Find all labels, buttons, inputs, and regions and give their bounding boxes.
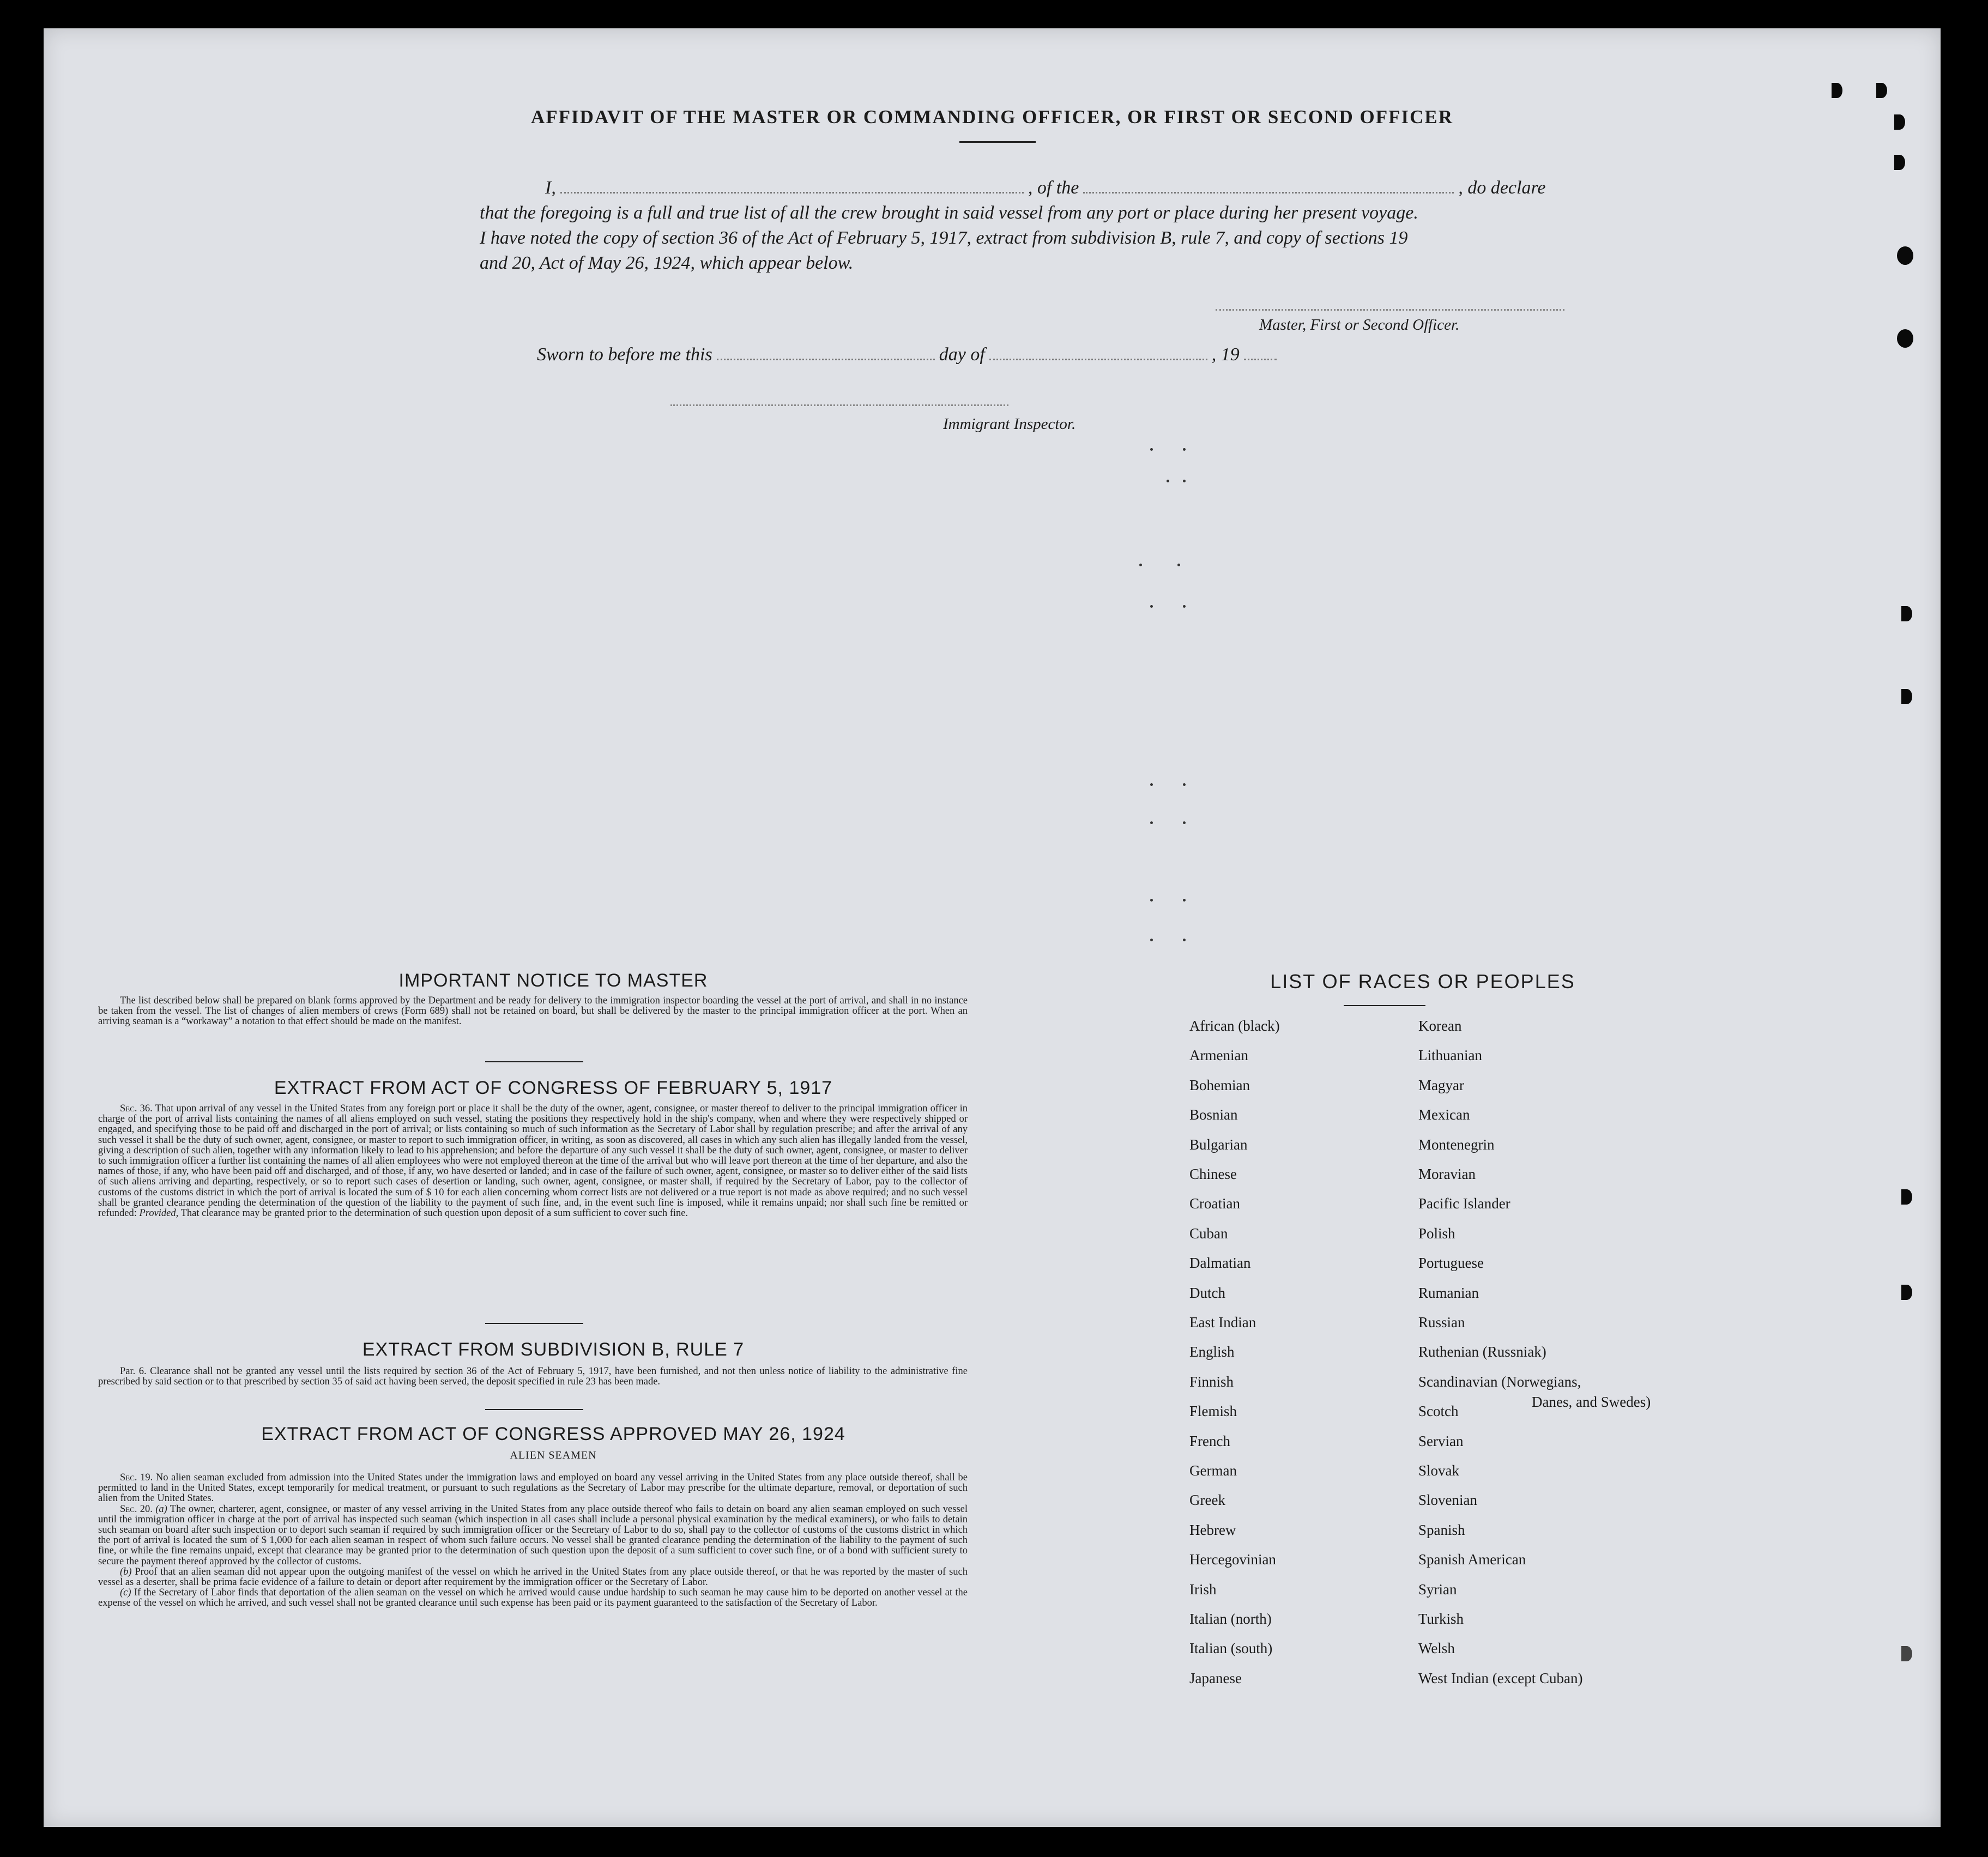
race-item: Bohemian: [1189, 1076, 1250, 1093]
divider: [485, 1409, 583, 1410]
race-item: Lithuanian: [1418, 1047, 1482, 1064]
stray-dot: [1183, 783, 1186, 786]
race-item: Russian: [1418, 1314, 1465, 1330]
stray-dot: [1167, 480, 1169, 482]
race-item: Pacific Islander: [1418, 1195, 1510, 1212]
stray-dot: [1183, 605, 1186, 608]
sworn-month-field[interactable]: [989, 359, 1207, 360]
affidavit-line-3: I have noted the copy of section 36 of the Act of February 5, 1917, extract from subdivision B, rule 7, and copy of sections 19: [480, 228, 1408, 248]
sec-20b-label: (b): [120, 1566, 132, 1577]
stray-dot: [1183, 939, 1186, 941]
sec-20-label: Sec. 20.: [120, 1503, 153, 1515]
race-item: Turkish: [1418, 1611, 1464, 1627]
race-item: Bosnian: [1189, 1106, 1238, 1123]
master-signature-label: Master, First or Second Officer.: [1259, 316, 1460, 334]
sec-36-label: Sec. 36.: [120, 1103, 153, 1114]
stray-dot: [1150, 783, 1153, 786]
rule-7-text-block: [98, 1366, 968, 1387]
day-of-label: day of: [939, 344, 985, 365]
affidavit-line-4: and 20, Act of May 26, 1924, which appear below.: [480, 253, 854, 273]
extract-1924-title: EXTRACT FROM ACT OF CONGRESS APPROVED MAY 26, 1924: [261, 1424, 845, 1444]
notice-text: The list described below shall be prepared on blank forms approved by the Department and be ready for delivery to the immigration inspector boarding the vessel at the port of arrival, and shall in no instance be taken from the vessel. The list of changes of alien members of crews (Form 689) shall not be retained on board, but shall be delivered by the master to the principal immigration officer at the port. When an arriving seaman is a “workaway” a notation to that effect should be made on the manifest.: [98, 995, 968, 1027]
do-declare-label: , do declare: [1458, 178, 1546, 198]
stray-dot: [1150, 448, 1153, 451]
sec-36-text-end: That clearance may be granted prior to the determination of such question upon deposit of a sum sufficient to cover such fine.: [180, 1208, 688, 1219]
race-item: Greek: [1189, 1492, 1225, 1509]
sworn-label: Sworn to before me this: [537, 344, 712, 365]
race-item: French: [1189, 1432, 1230, 1449]
extract-1924-text-block: [98, 1473, 968, 1609]
race-item: Japanese: [1189, 1670, 1242, 1686]
race-item: Croatian: [1189, 1195, 1240, 1212]
race-item: Slovak: [1418, 1462, 1460, 1479]
divider: [485, 1061, 583, 1062]
inspector-label: Immigrant Inspector.: [943, 415, 1076, 433]
race-item: Portuguese: [1418, 1255, 1484, 1272]
binding-mark: [1901, 1285, 1912, 1300]
sec-20b-text: Proof that an alien seaman did not appear upon the outgoing manifest of the vessel on which he arrived in the United States from any place outside thereof, or that he was reported by the master of such vessel as a deserter, shall be prima facie evidence of a failure to detain or deport after requirement by the immigration officer or the Secretary of Labor.: [98, 1566, 968, 1588]
stray-dot: [1183, 480, 1186, 482]
inspector-signature-field[interactable]: [670, 404, 1008, 406]
binding-mark: [1901, 1189, 1912, 1205]
race-item: African (black): [1189, 1018, 1280, 1034]
race-item: English: [1189, 1344, 1235, 1360]
race-item: Hebrew: [1189, 1521, 1236, 1538]
divider: [1344, 1005, 1425, 1006]
rule-7-title: EXTRACT FROM SUBDIVISION B, RULE 7: [362, 1339, 745, 1360]
race-item: Moravian: [1418, 1166, 1476, 1182]
master-signature-field[interactable]: [1216, 309, 1564, 311]
race-item: Armenian: [1189, 1047, 1248, 1064]
sworn-day-field[interactable]: [717, 359, 935, 360]
race-item: Irish: [1189, 1581, 1217, 1598]
stray-dot: [1139, 564, 1142, 566]
stray-dot: [1150, 605, 1153, 608]
declarant-line: [480, 176, 1597, 201]
sec-20c-text: If the Secretary of Labor finds that deportation of the alien seaman on the vessel on which he arrived would cause undue hardship to such seaman he may cause him to be deported on another vessel at the expense of the vessel on which he arrived, and such vessel shall not be granted clearance until such expense has been paid or its payment guaranteed to the satisfaction of the Secretary of Labor.: [98, 1587, 968, 1609]
punch-hole: [1897, 329, 1913, 348]
sec-19-text: No alien seaman excluded from admission into the United States under the immigration laws and employed on board any vessel arriving in the United States from any place outside thereof, shall be permitted to land in the United States, except temporarily for medical treatment, or pursuant to such regulations as the Secretary of Labor may prescribe for the ultimate departure, removal, or deportation of such alien from the United States.: [98, 1472, 968, 1504]
race-item: Hercegovinian: [1189, 1551, 1276, 1568]
binding-mark: [1894, 155, 1905, 170]
notice-title: IMPORTANT NOTICE TO MASTER: [398, 970, 708, 991]
race-item: Italian (south): [1189, 1640, 1273, 1657]
race-item: Scandinavian (Norwegians,: [1418, 1373, 1581, 1390]
stray-dot: [1150, 939, 1153, 941]
race-item: Korean: [1418, 1018, 1462, 1034]
binding-mark: [1901, 606, 1912, 621]
binding-mark: [1832, 83, 1842, 98]
binding-mark: [1876, 83, 1887, 98]
stray-dot: [1183, 821, 1186, 824]
year-prefix: , 19: [1211, 344, 1240, 365]
race-item: Spanish: [1418, 1521, 1465, 1538]
extract-1917-title: EXTRACT FROM ACT OF CONGRESS OF FEBRUARY 5, 1917: [274, 1078, 833, 1098]
divider: [485, 1323, 583, 1324]
race-item: Spanish American: [1418, 1551, 1526, 1568]
race-item: Rumanian: [1418, 1284, 1479, 1301]
binding-mark: [1894, 114, 1905, 130]
race-item: Servian: [1418, 1432, 1464, 1449]
binding-mark: [1901, 689, 1912, 704]
sec-20c-label: (c): [120, 1587, 131, 1599]
stray-dot: [1150, 821, 1153, 824]
race-item: Slovenian: [1418, 1492, 1477, 1509]
affidavit-body: [480, 176, 1597, 276]
race-item: Italian (north): [1189, 1611, 1272, 1627]
title-underline: [959, 141, 1036, 143]
sec-20a-text: The owner, charterer, agent, consignee, or master of any vessel arriving in the United States from any place outside thereof who fails to detain on board any alien seaman employed on such vessel until the immigration officer in charge at the port of arrival has inspected such seaman (which inspection in all cases shall include a personal physical examination by the medical examiners), or who fails to detain such seaman on board after such inspection or to deport such seaman if required by such immigration officer or the Secretary of Labor to do so, shall pay to the collector of customs of the customs district in which the port of arrival is located the sum of $ 1,000 for each alien seaman in respect of whom such failure occurs. No vessel shall be granted clearance pending the determination of the liability to the payment of such fine, or while the fine remains unpaid, except that clearance may be granted prior to the determination of such question upon the deposit of a sum sufficient to cover such fine, or of a bond with sufficient surety to secure the payment thereof approved by the collector of customs.: [98, 1503, 968, 1567]
extract-1917-text-block: [98, 1104, 968, 1219]
race-item: Polish: [1418, 1225, 1455, 1242]
race-item: Syrian: [1418, 1581, 1457, 1598]
stray-dot: [1150, 899, 1153, 902]
affidavit-line-2: that the foregoing is a full and true list of all the crew brought in said vessel from any port or place during her present voyage.: [480, 203, 1418, 223]
races-title: LIST OF RACES OR PEOPLES: [1270, 970, 1575, 993]
document-page: [44, 28, 1941, 1827]
race-item: Dutch: [1189, 1284, 1225, 1301]
race-item: Welsh: [1418, 1640, 1455, 1657]
race-item: Dalmatian: [1189, 1255, 1251, 1272]
year-field[interactable]: [1244, 359, 1277, 360]
binding-mark: [1901, 1646, 1912, 1661]
rule-7-text: Par. 6. Clearance shall not be granted any vessel until the lists required by section 36 of the Act of February 5, 1917, have been furnished, and not then unless notice of liability to the administrative fine prescribed by said section or to that prescribed by section 35 of said act having been served, the deposit specified in rule 23 has been made.: [98, 1366, 968, 1388]
race-item: Scotch: [1418, 1403, 1459, 1420]
race-item: Danes, and Swedes): [1532, 1394, 1651, 1410]
race-item: Bulgarian: [1189, 1136, 1248, 1153]
race-item: Finnish: [1189, 1373, 1234, 1390]
affidavit-title: AFFIDAVIT OF THE MASTER OR COMMANDING OFFICER, OR FIRST OR SECOND OFFICER: [531, 106, 1453, 128]
race-item: Flemish: [1189, 1403, 1237, 1420]
stray-dot: [1183, 899, 1186, 902]
alien-seamen-subtitle: ALIEN SEAMEN: [510, 1449, 597, 1461]
stray-dot: [1177, 564, 1180, 566]
i-label: I,: [545, 178, 556, 198]
race-item: German: [1189, 1462, 1237, 1479]
name-field[interactable]: [560, 192, 1024, 193]
sec-20a-label: (a): [155, 1503, 167, 1515]
race-item: Mexican: [1418, 1106, 1470, 1123]
notice-text-block: [98, 996, 968, 1027]
race-item: Chinese: [1189, 1166, 1237, 1182]
provided-word: Provided,: [139, 1208, 179, 1219]
stray-dot: [1183, 448, 1186, 451]
vessel-field[interactable]: [1083, 192, 1454, 193]
race-item: East Indian: [1189, 1314, 1256, 1330]
punch-hole: [1897, 246, 1913, 265]
race-item: Ruthenian (Russniak): [1418, 1344, 1546, 1360]
of-the-label: , of the: [1028, 178, 1079, 198]
sworn-line: [537, 344, 1393, 366]
race-item: Magyar: [1418, 1076, 1464, 1093]
sec-19-label: Sec. 19.: [120, 1472, 153, 1483]
race-item: Montenegrin: [1418, 1136, 1495, 1153]
race-item: West Indian (except Cuban): [1418, 1670, 1583, 1686]
sec-36-text: That upon arrival of any vessel in the United States from any foreign port or place it shall be the duty of the owner, agent, consignee, or master thereof to deliver to the principal immigration officer in charge of the port of arrival lists containing the names of all aliens employed on such vessel, stating the positions they respectively hold in the ship's company, when and where they were respectively shipped or engaged, and specifying those to be paid off and discharged in the port of arrival; or lists containing so much of such information as the Secretary of Labor shall by regulation prescribe; and after the arrival of any such vessel it shall be the duty of such owner, agent, consignee, or master to report to such immigration officer, in writing, as soon as discovered, all cases in which any such alien has illegally landed from the vessel, giving a description of such alien, together with any information likely to lead to his apprehension; and before the departure of any such vessel it shall be the duty of such owner, agent, consignee, or master to deliver to such immigration officer a further list containing the names of all alien employees who were not employed thereon at the time of the arrival but who will leave port thereon at the time of her departure, and also the names of those, if any, who have been paid off and discharged, and of those, if any, wo have deserted or landed; and in case of the failure of such owner, agent, consignee, or master so to deliver either of the said lists of such aliens arriving and departing, respectively, or so to report such cases of desertion or landing, such owner, agent, consignee, or master shall, if required by the Secretary of Labor, pay to the collector of customs of the customs district in which the port of arrival is located the sum of $ 10 for each alien concerning whom correct lists are not delivered or a true report is not made as above required; and no such vessel shall be granted clearance pending the determination of the question of the liability to the payment of such fine, and, in the event such fine is imposed, while it remains unpaid; nor shall such fine be remitted or refunded:: [98, 1103, 968, 1219]
race-item: Cuban: [1189, 1225, 1228, 1242]
